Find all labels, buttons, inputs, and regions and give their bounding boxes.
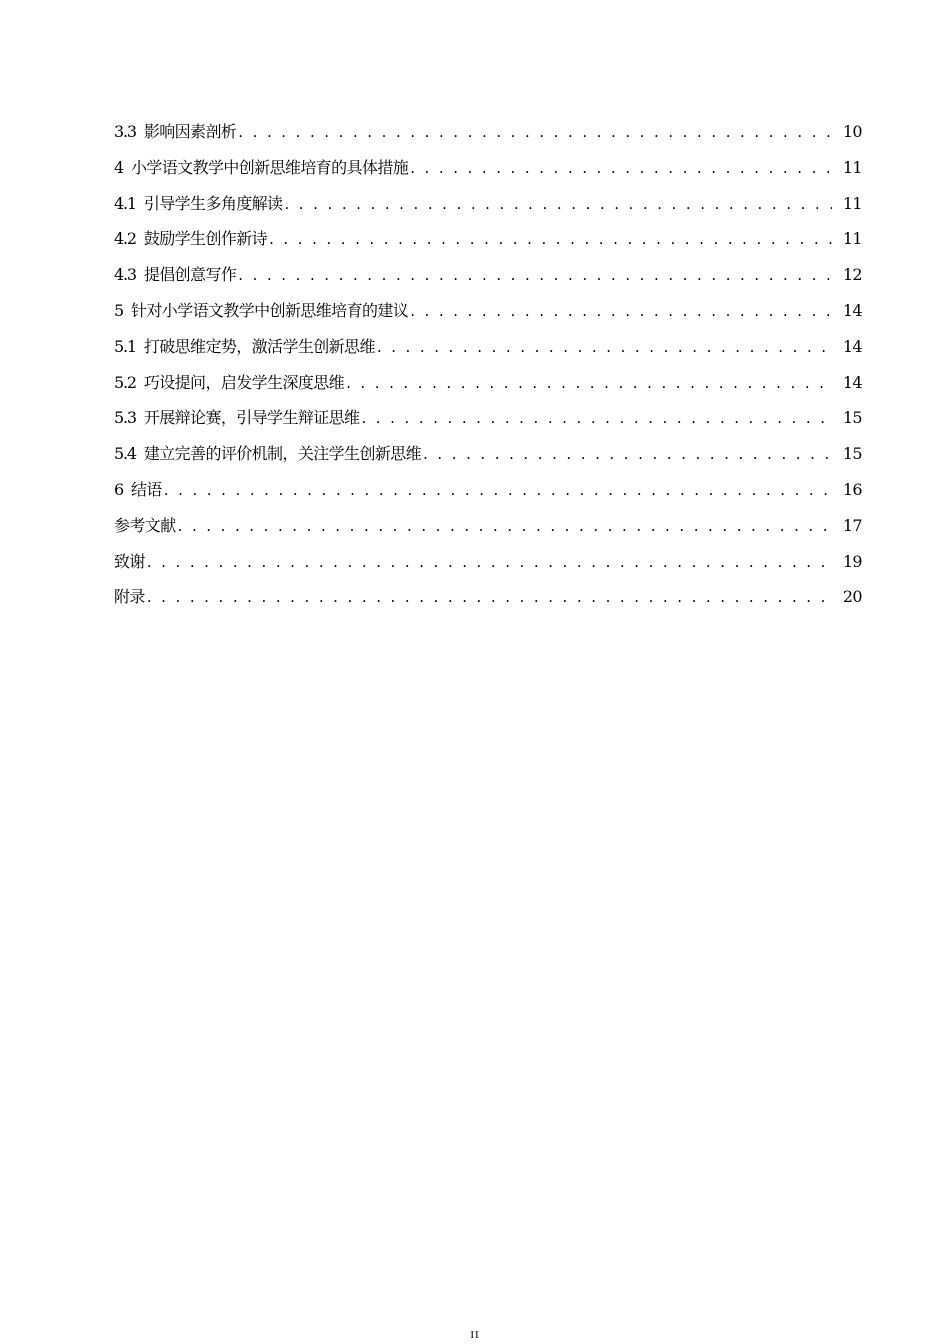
table-of-contents (114, 119, 862, 620)
toc-entry-title: 结语 (130, 479, 162, 499)
toc-entry-number: 4.3 (114, 265, 136, 285)
toc-entry-page: 12 (842, 265, 862, 285)
toc-entry[interactable] (114, 334, 862, 370)
toc-dot-leader (269, 226, 832, 252)
toc-entry-page: 16 (842, 479, 862, 499)
toc-dot-leader (423, 441, 832, 467)
toc-entry-number: 5.2 (114, 372, 136, 392)
toc-dot-leader (410, 155, 832, 181)
toc-dot-leader (410, 298, 832, 324)
toc-entry[interactable] (114, 191, 862, 227)
toc-entry-page: 17 (842, 515, 862, 535)
toc-entry-number: 4.2 (114, 229, 136, 249)
toc-entry-title: 开展辩论赛，引导学生辩证思维 (143, 408, 360, 428)
toc-dot-leader (238, 262, 832, 288)
toc-entry-title: 针对小学语文教学中创新思维培育的建议 (130, 300, 409, 320)
toc-entry[interactable] (114, 441, 862, 477)
toc-dot-leader (361, 405, 832, 431)
toc-entry[interactable] (114, 370, 862, 406)
toc-dot-leader (164, 477, 832, 503)
toc-entry-number: 4 (114, 157, 123, 177)
toc-dot-leader (238, 119, 832, 145)
toc-entry-page: 11 (842, 157, 862, 177)
toc-entry-page: 11 (842, 193, 862, 213)
toc-entry-number: 5.3 (114, 408, 136, 428)
toc-entry-title: 小学语文教学中创新思维培育的具体措施 (130, 157, 409, 177)
toc-entry-number: 5.1 (114, 336, 136, 356)
toc-entry-page: 11 (842, 229, 862, 249)
toc-dot-leader (377, 334, 832, 360)
toc-entry-title: 致谢 (114, 551, 145, 571)
toc-dot-leader (346, 370, 832, 396)
toc-entry[interactable] (114, 226, 862, 262)
toc-entry-number: 5.4 (114, 444, 136, 464)
toc-dot-leader (178, 513, 832, 539)
toc-entry-page: 14 (842, 372, 862, 392)
toc-entry-number: 5 (114, 300, 123, 320)
toc-entry-page: 10 (842, 122, 862, 141)
page-number-footer: II (470, 1329, 480, 1341)
toc-entry[interactable] (114, 513, 862, 549)
toc-entry-title: 巧设提问，启发学生深度思维 (143, 372, 345, 392)
toc-entry-title: 引导学生多角度解读 (143, 193, 283, 213)
toc-entry-title: 附录 (114, 587, 145, 607)
toc-entry-number: 3.3 (114, 122, 136, 141)
toc-entry-number: 6 (114, 479, 123, 499)
toc-entry-title: 影响因素剖析 (143, 122, 237, 141)
toc-entry-title: 鼓励学生创作新诗 (143, 229, 268, 249)
toc-entry[interactable] (114, 119, 862, 155)
toc-entry-title: 参考文献 (114, 515, 176, 535)
toc-entry-page: 14 (842, 300, 862, 320)
toc-entry-page: 19 (842, 551, 862, 571)
toc-entry-title: 提倡创意写作 (143, 265, 237, 285)
toc-entry-page: 15 (842, 444, 862, 464)
toc-entry[interactable] (114, 298, 862, 334)
toc-dot-leader (284, 191, 832, 217)
toc-entry[interactable] (114, 477, 862, 513)
toc-entry[interactable] (114, 262, 862, 298)
toc-entry[interactable] (114, 549, 862, 585)
toc-entry-page: 20 (842, 587, 862, 607)
toc-entry-page: 14 (842, 336, 862, 356)
toc-entry-title: 建立完善的评价机制，关注学生创新思维 (143, 444, 422, 464)
toc-entry-page: 15 (842, 408, 862, 428)
toc-entry-number: 4.1 (114, 193, 136, 213)
toc-entry[interactable] (114, 584, 862, 620)
toc-entry[interactable] (114, 405, 862, 441)
toc-entry-title: 打破思维定势，激活学生创新思维 (143, 336, 375, 356)
toc-dot-leader (147, 584, 832, 610)
toc-dot-leader (147, 549, 832, 575)
toc-entry[interactable] (114, 155, 862, 191)
